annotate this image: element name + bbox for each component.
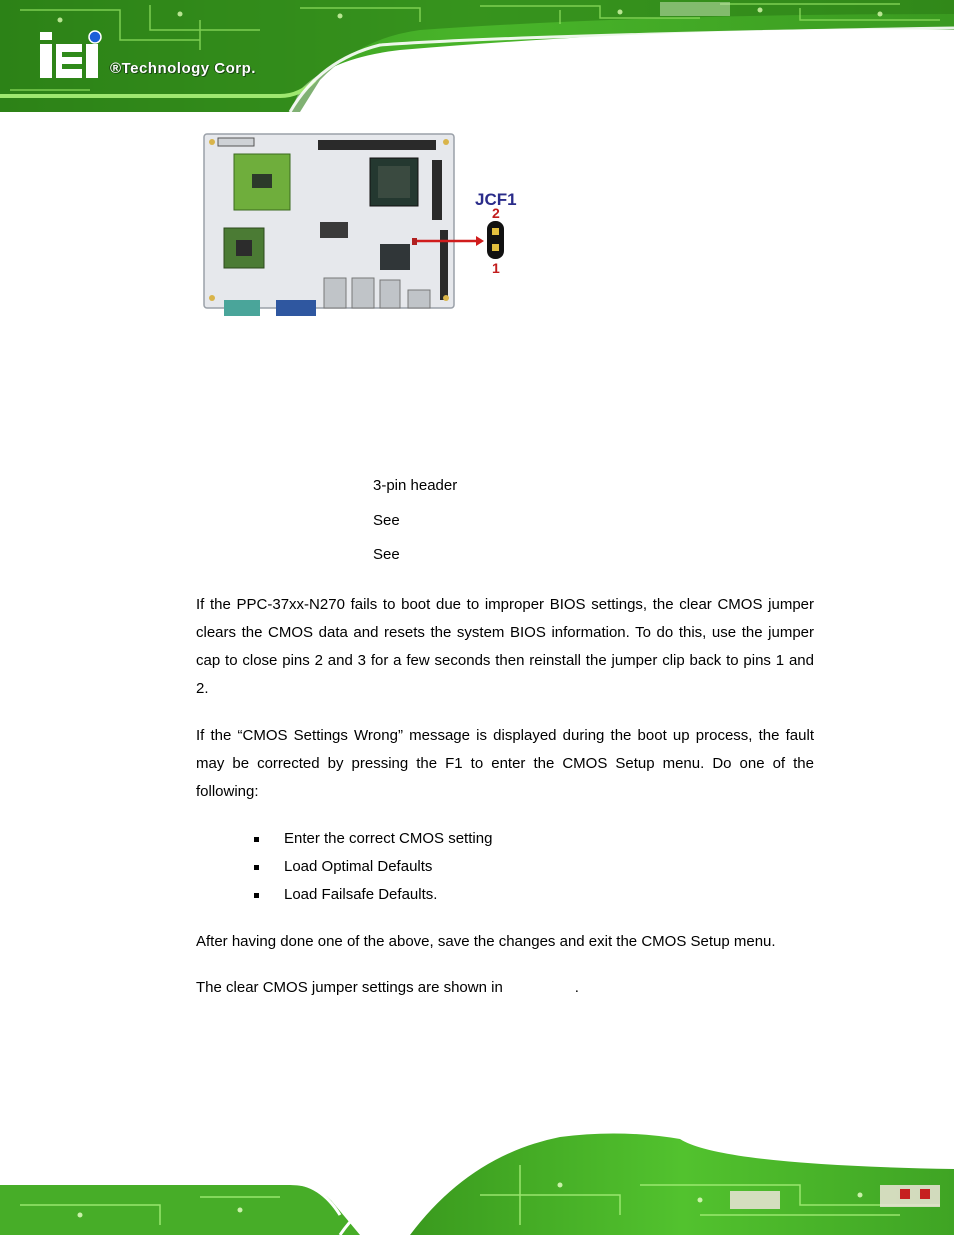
motherboard-diagram [200, 130, 530, 320]
bullet-square-icon [254, 865, 259, 870]
circuit-board-footer-graphic [0, 1125, 954, 1235]
list-item-text: Load Failsafe Defaults. [284, 886, 438, 903]
pin-label-2: 2 [492, 205, 500, 221]
spec-pinout: See [373, 512, 400, 529]
list-item [250, 881, 492, 909]
list-item-text: Enter the correct CMOS setting [284, 830, 493, 847]
paragraph-settings [196, 979, 579, 996]
list-item [250, 825, 492, 853]
list-item [250, 853, 492, 881]
spec-type: 3-pin header [373, 477, 458, 494]
footer-banner [0, 1125, 954, 1235]
header-banner [0, 0, 954, 112]
list-item-text: Load Optimal Defaults [284, 858, 433, 875]
bullet-square-icon [254, 893, 259, 898]
bullet-square-icon [254, 837, 259, 842]
jumper-label: JCF1 [475, 190, 517, 209]
paragraph-cmos-wrong: If the “CMOS Settings Wrong” message is displayed during the boot up process, the fault may be corrected by pressing the F1 to enter the CMOS Setup menu. Do one of the following: [196, 727, 814, 800]
jumper-location-figure [200, 130, 530, 320]
spec-settings: See [373, 546, 400, 563]
circuit-board-header-graphic [0, 0, 954, 112]
company-name: ®Technology Corp. [110, 60, 256, 77]
options-list [250, 825, 492, 909]
settings-text: The clear CMOS jumper settings are shown in [196, 979, 503, 996]
pin-label-1: 1 [492, 260, 500, 276]
paragraph-after: After having done one of the above, save the changes and exit the CMOS Setup menu. [196, 933, 776, 950]
paragraph-clear-cmos: If the PPC-37xx-N270 fails to boot due to improper BIOS settings, the clear CMOS jumper clears the CMOS data and resets the system BIOS information. To do this, use the jumper cap to close pins 2 and 3 for a few seconds then reinstall the jumper clip back to pins 1 and 2. [196, 596, 814, 697]
settings-end: . [574, 979, 579, 996]
